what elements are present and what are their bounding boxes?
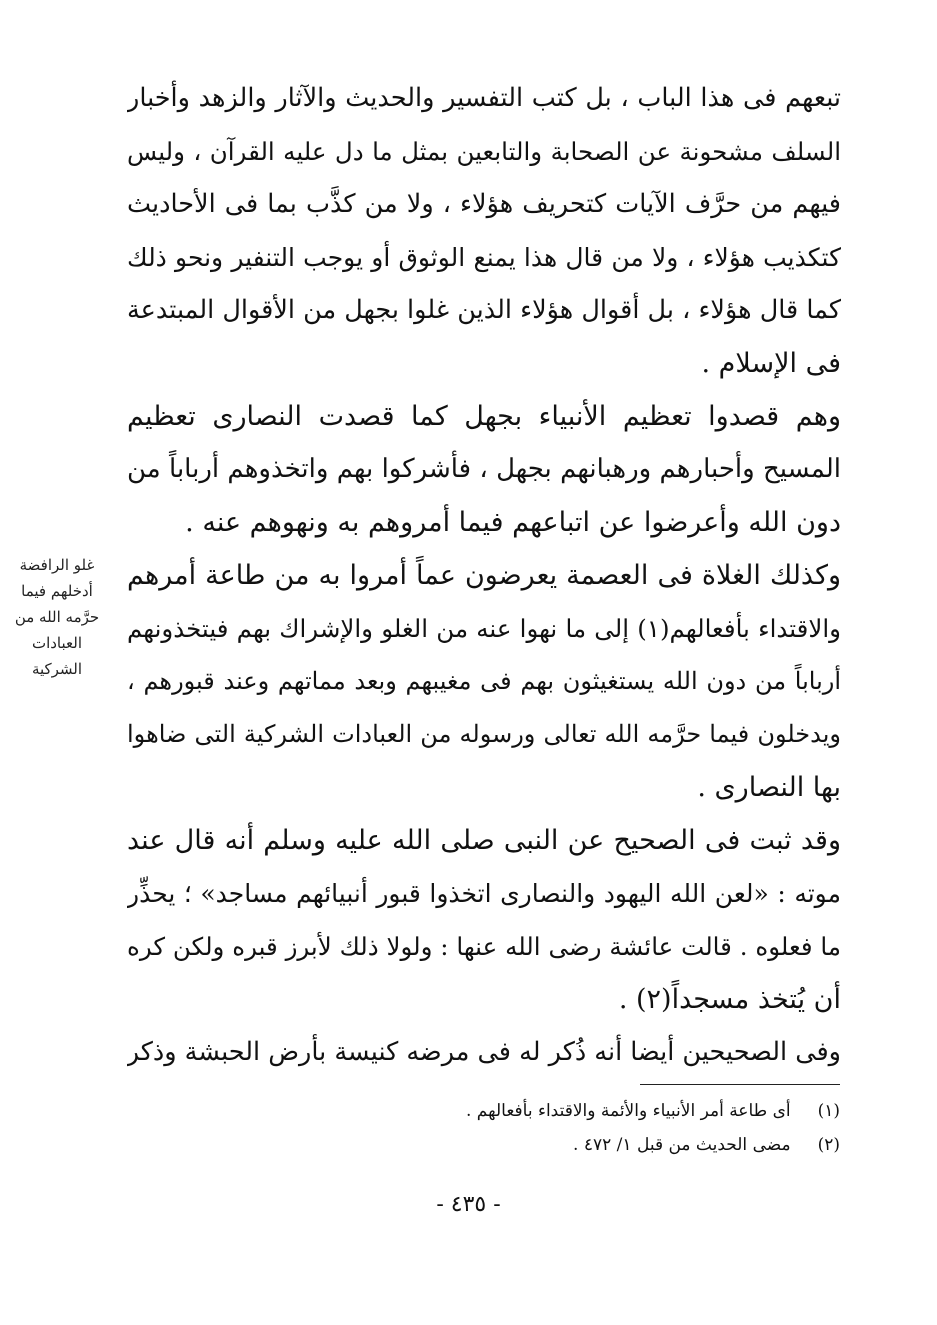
text-line: السلف مشحونة عن الصحابة والتابعين بمثل ما دل عليه القرآن ، وليس	[127, 137, 841, 166]
text-line: بها النصارى .	[697, 772, 841, 803]
text-line: ما فعلوه . قالت عائشة رضى الله عنها : ولولا ذلك لأبرز قبره ولكن كره	[127, 932, 841, 961]
text-line: كما قال هؤلاء ، بل أقوال هؤلاء الذين غلوا بجهل من الأقوال المبتدعة	[127, 295, 841, 325]
text-line: وقد ثبت فى الصحيح عن النبى صلى الله عليه وسلم أنه قال عند	[127, 825, 841, 856]
footnote-number: (١)	[817, 1101, 840, 1121]
page-number: - ٤٣٥ -	[436, 1192, 501, 1217]
margin-note-line: العبادات	[31, 634, 83, 652]
footnote	[360, 1128, 840, 1162]
text-line: ويدخلون فيما حرَّمه الله تعالى ورسوله من العبادات الشركية التى ضاهوا	[127, 720, 841, 748]
text-line: والاقتداء بأفعالهم(١) إلى ما نهوا عنه من الغلو والإشراك بهم فيتخذونهم	[127, 614, 841, 643]
margin-note-line: الشركية	[31, 660, 83, 678]
text-line: وكذلك الغلاة فى العصمة يعرضون عماً أمروا به من طاعة أمرهم	[127, 560, 841, 591]
text-line: دون الله وأعرضوا عن اتباعهم فيما أمروهم به ونهوهم عنه .	[185, 507, 841, 538]
text-line: أرباباً من دون الله يستغيثون بهم فى مغيبهم وبعد مماتهم وعند قبورهم ،	[127, 667, 841, 695]
text-line: وهم قصدوا تعظيم الأنبياء بجهل كما قصدت النصارى تعظيم	[127, 401, 841, 432]
text-line: كتكذيب هؤلاء ، ولا من قال هذا يمنع الوثوق أو يوجب التنفير ونحو ذلك	[127, 243, 841, 272]
footnote-number: (٢)	[817, 1135, 840, 1155]
margin-note	[4, 552, 110, 682]
text-line: وفى الصحيحين أيضا أنه ذُكر له فى مرضه كنيسة بأرض الحبشة وذكر	[127, 1037, 841, 1067]
margin-note-line: حرَّمه الله من	[14, 608, 100, 626]
text-line: المسيح وأحبارهم ورهبانهم بجهل ، فأشركوا بهم واتخذوهم أرباباً من	[127, 454, 841, 484]
text-line: موته : «لعن الله اليهود والنصارى اتخذوا قبور أنبيائهم مساجد» ؛ يحذِّر	[127, 879, 841, 908]
margin-note-line: غلو الرافضة	[19, 556, 95, 574]
footnotes	[360, 1094, 840, 1162]
text-line: تبعهم فى هذا الباب ، بل كتب التفسير والحديث والآثار والزهد وأخبار	[127, 83, 841, 113]
main-text	[127, 72, 841, 1079]
text-line: فى الإسلام .	[701, 348, 841, 379]
footnote-text: أى طاعة أمر الأنبياء والأئمة والاقتداء بأفعالهم .	[466, 1101, 791, 1121]
text-line: أن يُتخذ مسجداً(٢) .	[618, 984, 841, 1015]
footnote	[360, 1094, 840, 1128]
footnote-text: مضى الحديث من قبل ١/ ٤٧٢ .	[573, 1135, 791, 1155]
text-line: فيهم من حرَّف الآيات كتحريف هؤلاء ، ولا من كذَّب بما فى الأحاديث	[127, 189, 841, 219]
footnote-divider	[640, 1084, 840, 1085]
margin-note-line: أدخلهم فيما	[21, 582, 93, 600]
